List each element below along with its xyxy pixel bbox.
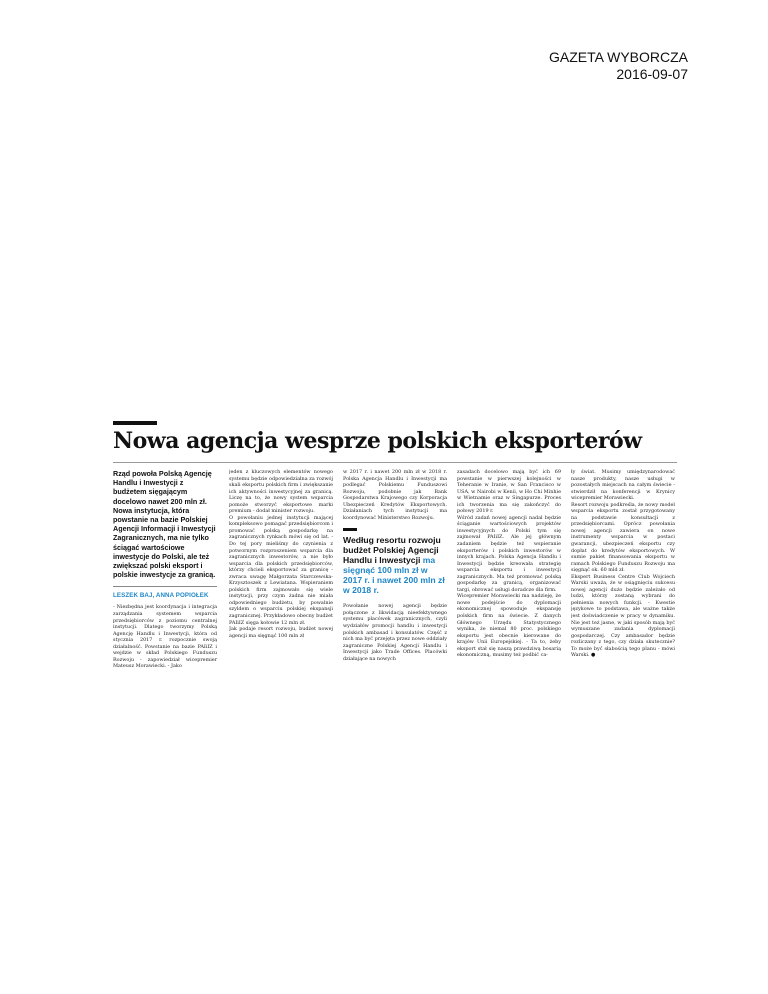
newspaper-clipping [113,421,677,697]
headline-divider [113,462,677,463]
publication-name: GAZETA WYBORCZA [549,49,688,65]
body-text: Jak podaje resort rozwoju, budżet nowej agencji ma sięgnąć 100 mln zł [229,626,333,639]
column-1 [113,469,217,697]
body-text: w 2017 r. i nawet 200 mln zł w 2018 r. Polska Agencja Handlu i Inwestycji ma podlegać Polskiemu Funduszowi Rozwoju, podobnie jak Bank Gospodarstwa Krajowego czy Korporacja Ubezpieczeń Kredytów Eksportowych. Działaniach tych instytucji ma koordynować Ministerstwo Rozwoju. [343,469,447,521]
body-text: zasadach docelowo mają być ich 69 powstanie w pierwszej kolejności w Teheranie w Iranie, w San Francisco w USA, w Nairobi w Kenii, w Ho Chi Minhie w Wietnamie oraz w Singapurze. Proces ich tworzenia ma się zakończyć do połowy 2019 r. [457,469,561,515]
column-3 [343,469,447,697]
body-text: Resort rozwoju podkreśla, że nowy model wsparcia eksportu został przygotowany na podstawie konsultacji z przedsiębiorcami. Oprócz powołania nowej agencji zawiera on nowe instrumenty wsparcia w postaci gwarancji, ubezpieczeń eksportu czy dopłat do kredytów eksportowych. W sumie pakiet finansowania eksportu w ramach Polskiego Funduszu Rozwoju ma sięgnąć ok. 60 mld zł. [571,501,675,574]
body-text [571,574,675,659]
body-text: Wicepremier Morawiecki ma nadzieję, że nowe podejście do dyplomacji ekonomicznej spowoduje ekspansję polskich firm na świecie. Z danych Głównego Urzędu Statystycznego wynika, że niemal 80 proc. polskiego eksportu jest obecnie kierowane do krajów Unii Europejskiej. - Ta to, żeby eksport stał się naszą prawdziwą bosarią ekonomiczną, musimy też podbić ca- [457,593,561,659]
column-4 [457,469,561,697]
author-byline: LESZEK BAJ, ANNA POPIOŁEK [113,592,209,600]
body-text: ły świat. Musimy umiędzynarodować nasze produkty, nasze usługi w pozostałych miejscach na całym świecie - stwierdził na konferencji w Krynicy wicepremier Morawiecki. [571,469,675,502]
column-2 [229,469,333,697]
page-header [549,49,688,83]
pull-quote [343,535,447,595]
closing-paragraph: Ekspert Business Centre Club Wojciech Warski uważa, że w osiągnięciu sukcesu nowej agencji dużo będzie zależało od ludzi, którzy zostaną wybrani do pełnienia nowych funkcji. - Kwestie językowe to podstawa, ale ważne także jest doświadczenie w pracy w dynamiku. Nie jest też jasne, w jaki sposób mają być wymuszane zadania dyplomacji gospodarczej. Czy ambasador będzie rozliczany z tego, czy działa skutecznie? To może być słabością tego planu - mówi Warski. [571,573,675,659]
pull-quote-rule [343,528,357,531]
lead-paragraph: Rząd powoła Polską Agencję Handlu i Inwestycji z budżetem sięgającym docelowo nawet 200 mln zł. Nowa instytucja, która powstanie na bazie Polskiej Agencji Informacji i Inwestycji Zagranicznych, ma nie tylko ściągać wartościowe inwestycje do Polski, ale też zwiększać polski eksport i polskie inwestycje za granicą. [113,469,216,580]
column-5 [571,469,675,697]
body-text: Wśród zadań nowej agencji nadal będzie ściąganie wartościowych projektów inwestycyjnych do Polski tym się zajmował PAIiIZ. Ale jej głównym zadaniem będzie też wspieranie eksporterów i polskich inwestorów w innych krajach. Polska Agencja Handlu i Inwestycji będzie kreowała strategię wsparcia eksportu i inwestycji zagranicznych. Ma też promować polską gospodarkę za granicą, organizować targi, obrować usługi doradcze dla firm. [457,514,561,593]
headline: Nowa agencja wesprze polskich eksporterów [113,428,642,454]
author-divider [113,586,217,587]
pull-quote-highlight: ma sięgnąć 100 mln zł w 2017 r. i nawet 200 mln zł w 2018 r. [343,555,445,596]
publication-date: 2016-09-07 [616,66,688,82]
top-rule [113,421,157,425]
body-text: Powołanie nowej agencji będzie połączone z likwidacją nieefektywnego systemu placówek zagranicznych, czyli wydziałów promocji handlu i inwestycji polskich ambasad i konsulatów. Część z nich ma być przejęta przez nowe oddziały zagraniczne Polskiej Agencji Handlu i Inwestycji jako Trade Offices. Placówki działające na nowych [343,603,447,662]
pull-quote-dark: Według resortu rozwoju budżet Polskiej Agencji Handlu i Inwestycji [343,535,441,566]
end-mark-icon: ● [591,652,596,659]
body-text: jeden z kluczowych elementów nowego systemu będzie odpowiedzialna za rozwój skali eksportu polskich firm i zwiększanie ich aktywności inwestycyjnej za granicą. Liczę na to, że nowy system wsparcia pomoże stworzyć eksportowe marki premium - dodał minister rozwoju. [229,469,333,515]
body-text: O powołaniu jednej instytucji mającej kompleksowo pomagać przedsiębiorcom i promować polską gospodarkę na zagranicznych rynkach mówi się od lat. - Do tej pory mieliśmy do czynienia z potwornym rozproszeniem wsparcia dla zagranicznych inwestorów, a nie było wsparcia dla polskich przedsiębiorców, którzy chcieli eksportować za granicę - zwraca uwagę Małgorzata Starczewska-Krzysztoszek z Lewiatana. Wspieraniem polskich firm zajmowało się wiele instytucji, przy czym żadna nie miała odpowiedniego budżetu, by powalnie szyldem o wsparciu polskiej ekspansji zagranicznej. Przykładowo obecny budżet PAIiIZ sięga kołowie 12 mln zł. [229,514,333,626]
body-text: - Niezbędna jest koordynacja i integracja zarządzania systemem wsparcia przedsiębiorców z poziomu centralnej instytucji. Dlatego tworzymy Polską Agencję Handlu i Inwestycji, która od stycznia 2017 r. rozpocznie swoją działalność. Powstanie na bazie PAIiIZ i wejdzie w skład Polskiego Funduszu Rozwoju - zapowiedział wicepremier Mateusz Morawiecki. - Jako [113,604,217,670]
